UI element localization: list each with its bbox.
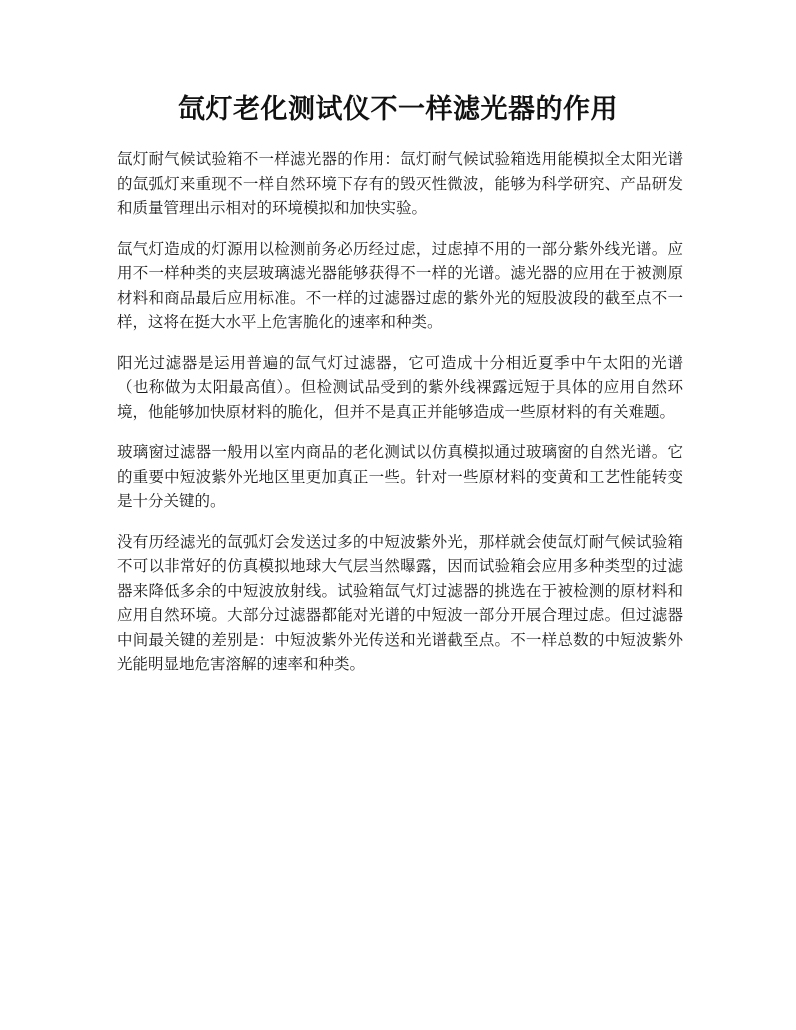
paragraph-4: 玻璃窗过滤器一般用以室内商品的老化测试以仿真模拟通过玻璃窗的自然光谱。它的重要中短波紫外光地区里更加真正一些。针对一些原材料的变黄和工艺性能转变是十分关键的。 [117,443,683,510]
document-body [117,147,683,693]
paragraph-3: 阳光过滤器是运用普遍的氙气灯过滤器，它可造成十分相近夏季中午太阳的光谱（也称做为太阳最高值）。但检测试品受到的紫外线裸露远短于具体的应用自然环境，他能够加快原材料的脆化，但并不是真正并能够造成一些原材料的有关难题。 [117,353,683,421]
paragraph-5: 没有历经滤光的氙弧灯会发送过多的中短波紫外光，那样就会使氙灯耐气候试验箱不可以非常好的仿真模拟地球大气层当然曝露，因而试验箱会应用多种类型的过滤器来降低多余的中短波放射线。试验箱氙气灯过滤器的挑选在于被检测的原材料和应用自然环境。大部分过滤器都能对光谱的中短波一部分开展合理过虑。但过滤器中间最关键的差别是：中短波紫外光传送和光谱截至点。不一样总数的中短波紫外光能明显地危害溶解的速率和种类。 [117,532,683,673]
page-title: 氙灯老化测试仪不一样滤光器的作用 [178,94,618,125]
paragraph-2: 氙气灯造成的灯源用以检测前务必历经过虑，过虑掉不用的一部分紫外线光谱。应用不一样种类的夹层玻璃滤光器能够获得不一样的光谱。滤光器的应用在于被测原材料和商品最后应用标准。不一样的过滤器过虑的紫外光的短股波段的截至点不一样，这将在挺大水平上危害脆化的速率和种类。 [117,239,683,331]
paragraph-1: 氙灯耐气候试验箱不一样滤光器的作用：氙灯耐气候试验箱选用能模拟全太阳光谱的氙弧灯来重现不一样自然环境下存有的毁灭性微波，能够为科学研究、产品研发和质量管理出示相对的环境模拟和加快实验。 [117,150,683,217]
